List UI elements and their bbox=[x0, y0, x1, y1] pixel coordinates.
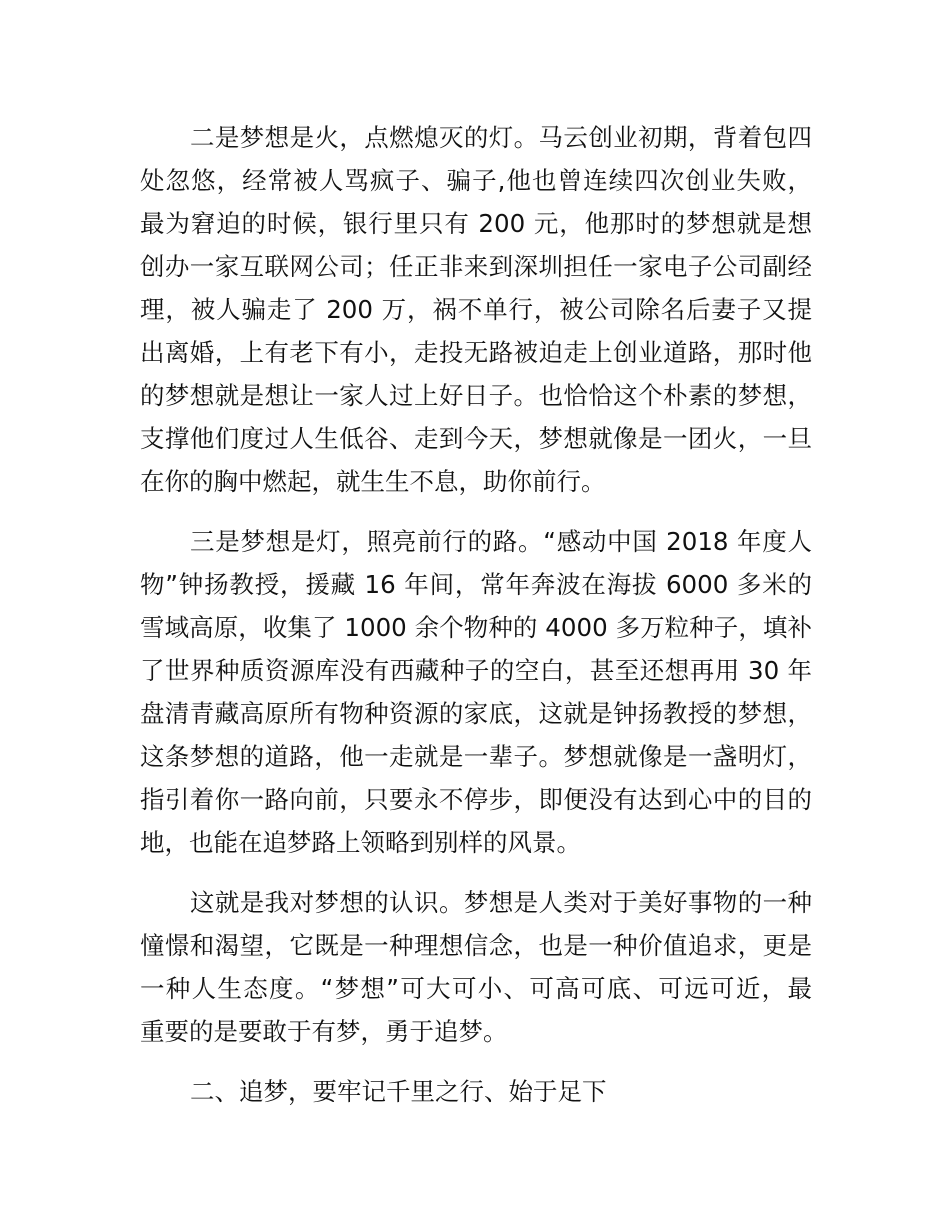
section-heading-text: 二、追梦，要牢记千里之行、始于足下 bbox=[190, 1077, 607, 1106]
document-page bbox=[140, 116, 812, 1130]
paragraph-line: 地，也能在追梦路上领略到别样的风景。 bbox=[140, 828, 581, 857]
paragraph-line: 理，被人骗走了 200 万，祸不单行，被公司除名后妻子又提 bbox=[140, 295, 812, 324]
paragraph-line: 处忽悠，经常被人骂疯子、骗子,他也曾连续四次创业失败， bbox=[140, 166, 812, 195]
paragraph-line: 最为窘迫的时候，银行里只有 200 元，他那时的梦想就是想 bbox=[140, 209, 812, 238]
paragraph-line: 重要的是要敢于有梦，勇于追梦。 bbox=[140, 1017, 508, 1046]
paragraph-line: 物”钟扬教授，援藏 16 年间，常年奔波在海拔 6000 多米的 bbox=[140, 570, 812, 599]
paragraph-line: 指引着你一路向前，只要永不停步，即便没有达到心中的目的 bbox=[140, 785, 812, 814]
paragraph-line: 的梦想就是想让一家人过上好日子。也恰恰这个朴素的梦想， bbox=[140, 381, 812, 410]
paragraph-line: 创办一家互联网公司；任正非来到深圳担任一家电子公司副经 bbox=[140, 252, 812, 281]
paragraph-line: 出离婚，上有老下有小，走投无路被迫走上创业道路，那时他 bbox=[140, 338, 812, 367]
paragraph-line: 这就是我对梦想的认识。梦想是人类对于美好事物的一种 bbox=[190, 888, 812, 917]
paragraph-line: 在你的胸中燃起，就生生不息，助你前行。 bbox=[140, 467, 606, 496]
paragraph-line: 盘清青藏高原所有物种资源的家底，这就是钟扬教授的梦想， bbox=[140, 699, 812, 728]
paragraph-line: 一种人生态度。“梦想”可大可小、可高可底、可远可近，最 bbox=[140, 974, 812, 1003]
paragraph-understanding-of-dream bbox=[140, 881, 812, 1053]
paragraph-line: 憧憬和渴望，它既是一种理想信念，也是一种价值追求，更是 bbox=[140, 931, 812, 960]
paragraph-line: 三是梦想是灯，照亮前行的路。“感动中国 2018 年度人 bbox=[190, 527, 812, 556]
paragraph-line: 雪域高原，收集了 1000 余个物种的 4000 多万粒种子，填补 bbox=[140, 613, 812, 642]
paragraph-dream-is-lamp bbox=[140, 520, 812, 864]
paragraph-dream-is-fire bbox=[140, 116, 812, 503]
paragraph-line: 支撑他们度过人生低谷、走到今天，梦想就像是一团火，一旦 bbox=[140, 424, 812, 453]
section-heading bbox=[140, 1070, 812, 1113]
paragraph-line: 二是梦想是火，点燃熄灭的灯。马云创业初期，背着包四 bbox=[190, 123, 812, 152]
paragraph-line: 这条梦想的道路，他一走就是一辈子。梦想就像是一盏明灯， bbox=[140, 742, 812, 771]
paragraph-line: 了世界种质资源库没有西藏种子的空白，甚至还想再用 30 年 bbox=[140, 656, 812, 685]
